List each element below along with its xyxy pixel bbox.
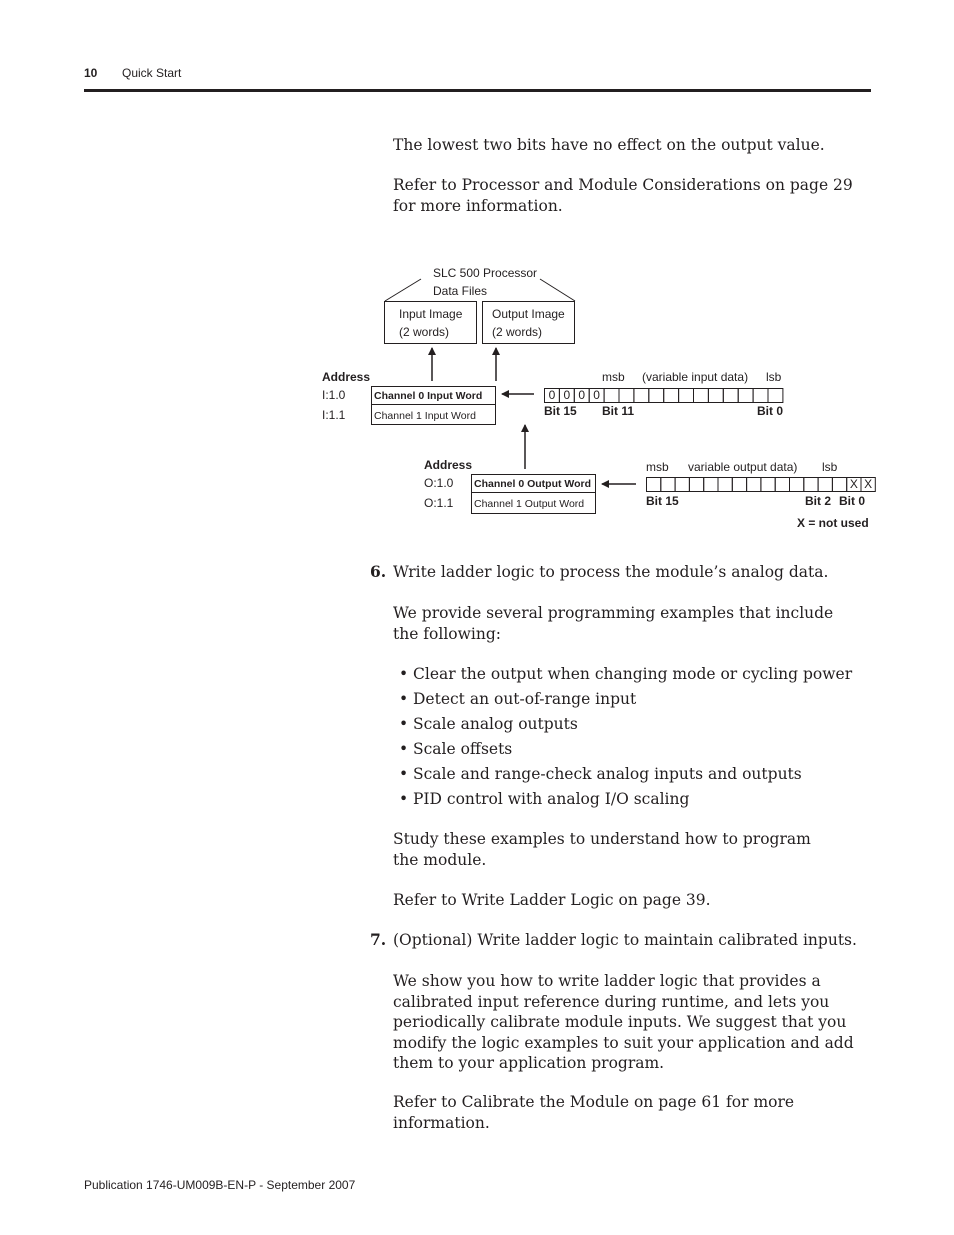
bit-cell <box>818 478 832 492</box>
output-msb-label: msb <box>646 460 669 474</box>
bit-value: X <box>849 477 858 491</box>
step-6-paragraph-2: Study these examples to understand how to program the module. <box>393 830 811 869</box>
processor-bracket-left <box>385 279 421 301</box>
input-image-label-line1: Input Image <box>399 307 463 321</box>
bit-cell <box>804 478 818 492</box>
input-address-1: I:1.1 <box>322 408 346 422</box>
page-number: 10 <box>84 66 98 80</box>
list-item: • PID control with analog I/O scaling <box>399 789 852 814</box>
programming-examples-list <box>399 664 852 814</box>
processor-label-line1: SLC 500 Processor <box>433 266 538 280</box>
data-file-diagram <box>0 0 954 560</box>
bit-cell <box>738 389 753 403</box>
list-item: • Scale and range-check analog inputs and outputs <box>399 764 852 789</box>
step-7-number: 7. <box>370 930 387 949</box>
list-item: • Scale analog outputs <box>399 714 852 739</box>
bit-cell <box>619 389 634 403</box>
step-6-number: 6. <box>370 562 387 581</box>
bit-value: 0 <box>578 388 586 402</box>
output-data-label: variable output data) <box>688 460 798 474</box>
bit-cell <box>718 478 732 492</box>
bit-cell <box>832 478 846 492</box>
bit-cell <box>675 478 689 492</box>
bit-value: 0 <box>563 388 571 402</box>
output-bit0-label: Bit 0 <box>839 494 866 508</box>
bit-cell <box>761 478 775 492</box>
input-data-label: (variable input data) <box>642 370 749 384</box>
bit-value: 0 <box>548 388 556 402</box>
output-bit-row <box>647 477 876 492</box>
input-address-label: Address <box>322 370 371 384</box>
step-7-text: (Optional) Write ladder logic to maintain calibrated inputs. <box>393 931 857 949</box>
step-6-text: Write ladder logic to process the module’s analog data. <box>393 563 829 581</box>
output-bit2-label: Bit 2 <box>805 494 832 508</box>
bit-value: X <box>864 477 873 491</box>
input-word-0: Channel 0 Input Word <box>374 390 483 402</box>
section-title: Quick Start <box>122 66 182 80</box>
publication-footer: Publication 1746-UM009B-EN-P - September 2007 <box>84 1178 356 1192</box>
input-msb-label: msb <box>602 370 625 384</box>
bit-cell <box>604 389 619 403</box>
output-image-label-line2: (2 words) <box>492 325 543 339</box>
output-word-1: Channel 1 Output Word <box>474 498 585 510</box>
bit-cell <box>634 389 649 403</box>
not-used-legend: X = not used <box>797 516 869 530</box>
step-7-paragraph-2: Refer to Calibrate the Module on page 61 for more information. <box>393 1093 795 1132</box>
bit-cell <box>732 478 746 492</box>
input-image-label-line2: (2 words) <box>399 325 450 339</box>
bit-cell <box>647 478 661 492</box>
output-image-label-line1: Output Image <box>492 307 565 321</box>
bit-cell <box>649 389 664 403</box>
bit-cell <box>689 478 703 492</box>
input-bit0-label: Bit 0 <box>757 404 784 418</box>
bit-cell <box>661 478 675 492</box>
list-item: • Scale offsets <box>399 739 852 764</box>
input-bit11-label: Bit 11 <box>602 404 635 418</box>
output-bit15-label: Bit 15 <box>646 494 679 508</box>
bit-cell <box>694 389 709 403</box>
bit-cell <box>775 478 789 492</box>
bit-cell <box>747 478 761 492</box>
input-word-1: Channel 1 Input Word <box>374 410 476 422</box>
step-7-paragraph-1: We show you how to write ladder logic that provides a calibrated input reference during runtime, and lets you periodically calibrate module inputs. We suggest that you modify the logic examples to suit your application and add them to your application program. <box>393 972 854 1072</box>
bit-cell <box>753 389 768 403</box>
bit-cell <box>679 389 694 403</box>
bit-cell <box>704 478 718 492</box>
input-address-0: I:1.0 <box>322 388 346 402</box>
bit-cell <box>664 389 679 403</box>
step-6-paragraph-3: Refer to Write Ladder Logic on page 39. <box>393 891 711 909</box>
output-address-1: O:1.1 <box>424 496 454 510</box>
intro-paragraph-1: The lowest two bits have no effect on the output value. <box>393 136 825 154</box>
output-address-0: O:1.0 <box>424 476 454 490</box>
output-word-0: Channel 0 Output Word <box>474 478 592 490</box>
input-bit15-label: Bit 15 <box>544 404 577 418</box>
output-lsb-label: lsb <box>822 460 838 474</box>
list-item: • Clear the output when changing mode or cycling power <box>399 664 852 689</box>
list-item: • Detect an out-of-range input <box>399 689 852 714</box>
intro-paragraph-2: Refer to Processor and Module Considerations on page 29 for more information. <box>393 176 853 215</box>
step-6-paragraph-1: We provide several programming examples that include the following: <box>393 604 834 643</box>
processor-bracket-right <box>540 279 575 301</box>
bit-value: 0 <box>593 388 600 402</box>
output-address-label: Address <box>424 458 473 472</box>
processor-label-line2: Data Files <box>433 284 488 298</box>
bit-cell <box>723 389 738 403</box>
bit-cell <box>768 389 783 403</box>
bit-cell <box>790 478 804 492</box>
input-lsb-label: lsb <box>766 370 782 384</box>
bit-cell <box>708 389 723 403</box>
input-bit-row <box>545 388 783 403</box>
